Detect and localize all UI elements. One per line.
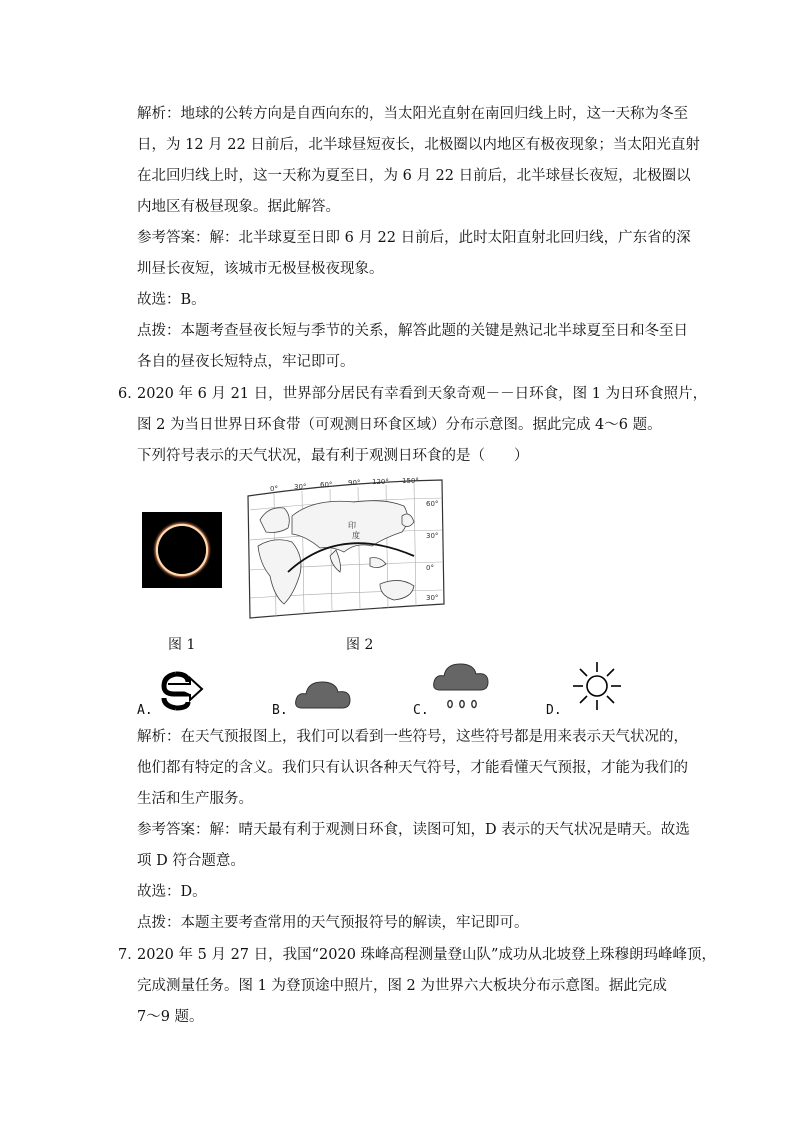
lon-label: 0° — [270, 485, 278, 493]
choice-line: 故选：B。 — [137, 292, 206, 308]
explanation-line: 生活和生产服务。 — [137, 791, 253, 807]
lat-label: 0° — [426, 564, 434, 572]
lat-label: 30° — [426, 532, 439, 540]
answer-line: 参考答案：解：晴天最有利于观测日环食，读图可知，D 表示的天气状况是晴天。故选 — [137, 822, 690, 838]
option-c-label[interactable]: C. — [413, 703, 429, 718]
lon-label: 30° — [294, 483, 307, 491]
question-stem-line: 完成测量任务。图 1 为登顶途中照片，图 2 为世界六大板块分布示意图。据此完成 — [137, 978, 667, 994]
eclipse-belt-map — [244, 476, 450, 622]
eclipse-photo — [142, 512, 222, 588]
choice-line: 故选：D。 — [137, 884, 207, 900]
sandstorm-icon — [160, 668, 204, 714]
tip-line: 各自的昼夜长短特点，牢记即可。 — [137, 354, 355, 370]
explanation-line: 解析：地球的公转方向是自西向东的，当太阳光直射在南回归线上时，这一天称为冬至 — [137, 106, 688, 122]
lat-label: 30° — [426, 594, 439, 602]
lon-label: 60° — [320, 481, 333, 489]
explanation-line: 内地区有极昼现象。据此解答。 — [137, 199, 340, 215]
tip-line: 点拨：本题考查昼夜长短与季节的关系，解答此题的关键是熟记北半球夏至日和冬至日 — [137, 323, 688, 339]
option-b-label[interactable]: B. — [272, 703, 288, 718]
answer-line: 项 D 符合题意。 — [137, 853, 245, 869]
overcast-icon — [294, 676, 352, 712]
question-number: 7． — [118, 947, 142, 963]
question-stem-line: 图 2 为当日世界日环食带（可观测日环食区域）分布示意图。据此完成 4～6 题。 — [137, 417, 662, 433]
question-stem-line: 2020 年 6 月 21 日，世界部分居民有幸看到天象奇观－－日环食，图 1 为日环食照片， — [137, 386, 708, 402]
figure-2-caption: 图 2 — [346, 637, 374, 653]
lon-label: 150° — [402, 477, 419, 485]
question-stem-line: 7～9 题。 — [137, 1009, 204, 1025]
explanation-line: 日，为 12 月 22 日前后，北半球昼短夜长，北极圈以内地区有极夜现象；当太阳光直射 — [137, 137, 700, 153]
option-a-label[interactable]: A. — [137, 703, 153, 718]
question-number: 6． — [118, 386, 142, 402]
figure-1-caption: 图 1 — [168, 637, 196, 653]
answer-line: 参考答案：解：北半球夏至日即 6 月 22 日前后，此时太阳直射北回归线，广东省的深 — [137, 230, 691, 246]
explanation-line: 解析：在天气预报图上，我们可以看到一些符号，这些符号都是用来表示天气状况的， — [137, 729, 688, 745]
explanation-line: 在北回归线上时，这一天称为夏至日，为 6 月 22 日前后，北半球昼长夜短，北极圈以 — [137, 168, 691, 184]
question-stem-line: 下列符号表示的天气状况，最有利于观测日环食的是（ ） — [137, 448, 529, 464]
lat-label: 60° — [426, 500, 439, 508]
lon-label: 120° — [372, 478, 389, 486]
sunny-icon — [571, 660, 623, 712]
rain-icon — [432, 660, 490, 710]
place-label: 印 — [348, 521, 356, 530]
question-stem-line: 2020 年 5 月 27 日，我国“2020 珠峰高程测量登山队”成功从北坡登上珠穆朗玛峰峰顶， — [137, 947, 716, 963]
lon-label: 90° — [348, 479, 361, 487]
option-d-label[interactable]: D. — [546, 703, 562, 718]
answer-line: 圳昼长夜短，该城市无极昼极夜现象。 — [137, 261, 384, 277]
place-label: 度 — [352, 531, 360, 540]
tip-line: 点拨：本题主要考查常用的天气预报符号的解读，牢记即可。 — [137, 915, 529, 931]
explanation-line: 他们都有特定的含义。我们只有认识各种天气符号，才能看懂天气预报，才能为我们的 — [137, 760, 688, 776]
